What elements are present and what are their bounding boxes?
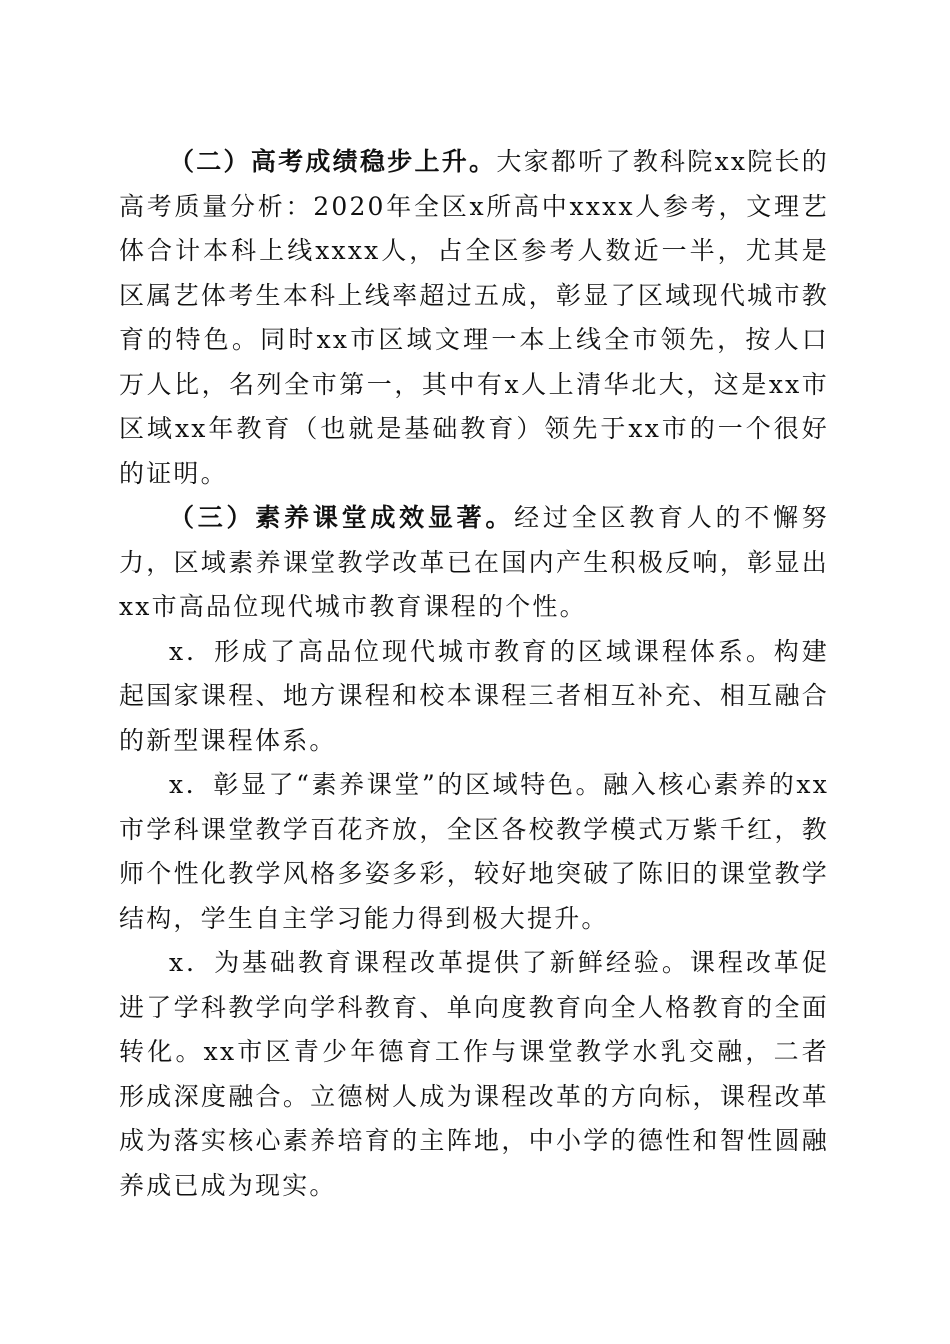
- paragraph-text: x．彰显了“素养课堂”的区域特色。融入核心素养的xx市学科课堂教学百花齐放，全区各校教学模式万紫千红，教师个性化教学风格多姿多彩，较好地突破了陈旧的课堂教学结构，学生自主学习能力得到极大提升。: [119, 770, 829, 933]
- paragraph-suyang-ketang: [119, 496, 829, 630]
- paragraph-text: 大家都听了教科院xx院长的高考质量分析：2020年全区x所高中xxxx人参考，文理艺体合计本科上线xxxx人，占全区参考人数近一半，尤其是区属艺体考生本科上线率超过五成，彰显了区域现代城市教育的特色。同时xx市区域文理一本上线全市领先，按人口万人比，名列全市第一，其中有x人上清华北大，这是xx市区域xx年教育（也就是基础教育）领先于xx市的一个很好的证明。: [119, 147, 829, 488]
- paragraph-gaige-jingyan: [119, 941, 829, 1208]
- paragraph-text: 经过全区教育人的不懈努力，区域素养课堂教学改革已在国内产生积极反响，彰显出xx市高品位现代城市教育课程的个性。: [119, 503, 830, 621]
- section-heading: （三）素养课堂成效显著。: [169, 503, 515, 532]
- document-body: [119, 140, 829, 1208]
- paragraph-quyu-tese: [119, 763, 829, 941]
- paragraph-text: x．为基础教育课程改革提供了新鲜经验。课程改革促进了学科教学向学科教育、单向度教育向全人格教育的全面转化。xx市区青少年德育工作与课堂教学水乳交融，二者形成深度融合。立德树人成为课程改革的方向标，课程改革成为落实核心素养培育的主阵地，中小学的德性和智性圆融养成已成为现实。: [119, 948, 829, 1200]
- paragraph-kecheng-tixi: [119, 630, 829, 764]
- section-heading: （二）高考成绩稳步上升。: [169, 147, 497, 176]
- paragraph-text: x．形成了高品位现代城市教育的区域课程体系。构建起国家课程、地方课程和校本课程三者相互补充、相互融合的新型课程体系。: [119, 636, 829, 755]
- paragraph-gaokao: [119, 140, 829, 496]
